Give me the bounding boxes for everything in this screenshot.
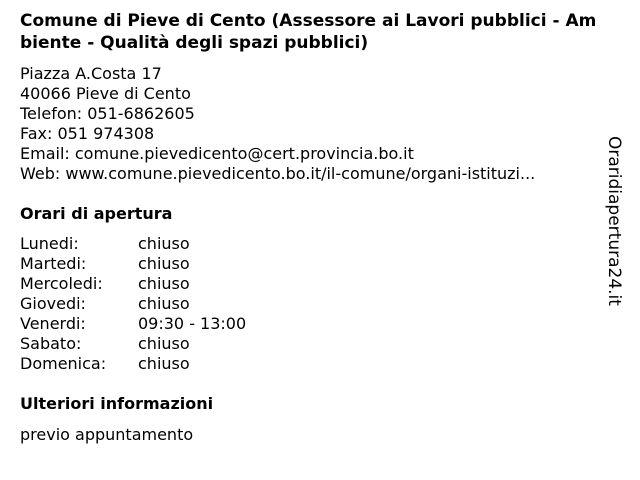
address-street: Piazza A.Costa 17 [20,64,162,83]
hours-row-saturday [20,334,246,354]
hours-value: chiuso [138,294,190,313]
hours-row-tuesday [20,254,246,274]
hours-value: chiuso [138,254,190,273]
day-label: Giovedi: [20,294,86,313]
address-city: 40066 Pieve di Cento [20,84,191,103]
hours-row-wednesday [20,274,246,294]
day-label: Mercoledi: [20,274,103,293]
day-label: Domenica: [20,354,107,373]
opening-hours-title: Orari di apertura [20,204,173,223]
hours-value: 09:30 - 13:00 [138,314,247,333]
day-label: Martedi: [20,254,87,273]
email-text: Email: comune.pievedicento@cert.provincia.bo.it [20,144,414,163]
web-text: Web: www.comune.pievedicento.bo.it/il-comune/organi-istituzi... [20,164,536,183]
hours-value: chiuso [138,274,190,293]
phone-text: Telefon: 051-6862605 [20,104,195,123]
contact-block [20,64,600,184]
hours-value: chiuso [138,334,190,353]
site-watermark: Oraridiapertura24.it [604,136,624,306]
fax-text: Fax: 051 974308 [20,124,155,143]
hours-row-friday [20,314,246,334]
day-label: Venerdi: [20,314,86,333]
hours-value: chiuso [138,354,190,373]
more-info-title: Ulteriori informazioni [20,394,214,413]
page-title: Comune di Pieve di Cento (Assessore ai Lavori pubblici - Ambiente - Qualità degli spazi pubblici) [20,11,597,53]
day-label: Sabato: [20,334,82,353]
more-info-text: previo appuntamento [20,425,194,444]
hours-value: chiuso [138,234,190,253]
hours-row-monday [20,234,246,254]
opening-hours-table [20,234,246,374]
hours-row-thursday [20,294,246,314]
day-label: Lunedi: [20,234,79,253]
hours-row-sunday [20,354,246,374]
